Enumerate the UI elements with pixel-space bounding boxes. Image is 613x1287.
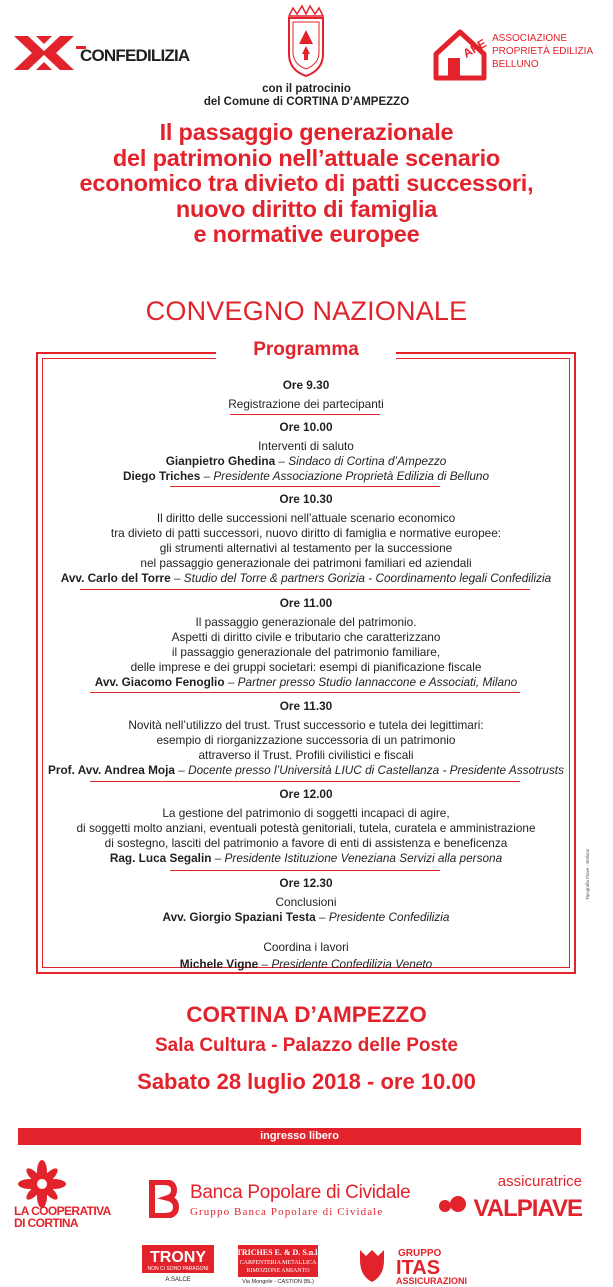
session-12-30: Ore 12.30 Conclusioni Avv. Giorgio Spaziani Testa – Presidente Confedilizia — [162, 876, 450, 924]
main-title: Il passaggio generazionale del patrimonio nell’attuale scenario economico tra divieto di patti successori, nuovo diritto di famiglia e normative europee — [79, 119, 534, 247]
svg-text:ITAS: ITAS — [396, 1257, 441, 1279]
svg-text:TRICHES E. & D. S.n.l.: TRICHES E. & D. S.n.l. — [238, 1248, 318, 1257]
separator — [230, 414, 380, 415]
svg-text:CONFEDILIZIA: CONFEDILIZIA — [80, 46, 190, 65]
svg-text:assicuratrice: assicuratrice — [497, 1173, 582, 1190]
svg-text:GRUPPO: GRUPPO — [398, 1248, 442, 1259]
venue-place: Sala Cultura - Palazzo delle Poste — [154, 1035, 459, 1056]
separator — [90, 781, 520, 782]
svg-text:Via Mongole - CASTION (BL): Via Mongole - CASTION (BL) — [242, 1279, 314, 1285]
banca-popolare-icon — [148, 1180, 184, 1218]
separator — [170, 486, 440, 487]
confedilizia-logo — [14, 28, 194, 78]
cooperativa-cortina-logo — [12, 1160, 132, 1230]
svg-text:VALPIAVE: VALPIAVE — [473, 1195, 582, 1222]
triches-logo — [238, 1245, 318, 1285]
coat-of-arms-icon — [275, 4, 337, 80]
programma-title: Programma — [216, 339, 396, 361]
session-10-30: Ore 10.30 Il diritto delle successioni nell’attuale scenario economico tra divieto di patti successori, nuovo diritto di famiglia e normative europee: gli strumenti alternativi al testamento per la successione nel passaggio generazionale dei patrimoni familiari ed aziendali Avv. Carlo del Torre – Studio del Torre & partners Gorizia - Coordinamento legali Confedilizia — [60, 492, 552, 585]
svg-text:RIMOZIONE AMIANTO: RIMOZIONE AMIANTO — [246, 1268, 310, 1274]
banca-popolare-logo: Banca Popolare di Cividale Gruppo Banca Popolare di Cividale — [190, 1182, 411, 1218]
patrocinio-line2: del Comune di CORTINA D’AMPEZZO — [203, 96, 410, 108]
ingresso-libero-banner: ingresso libero — [18, 1128, 581, 1145]
itas-logo — [350, 1244, 475, 1286]
svg-text:DI CORTINA: DI CORTINA — [14, 1216, 78, 1230]
separator — [80, 589, 530, 590]
svg-text:A.SALCE: A.SALCE — [165, 1277, 191, 1283]
event-subtitle: CONVEGNO NAZIONALE — [145, 296, 468, 326]
svg-text:ASSICURAZIONI: ASSICURAZIONI — [396, 1276, 468, 1286]
ape-logo-icon — [430, 28, 490, 82]
venue-city: CORTINA D’AMPEZZO — [186, 1002, 427, 1027]
patrocinio-line1: con il patrocinio — [262, 83, 351, 95]
svg-text:APE: APE — [460, 36, 489, 61]
session-9-30: Ore 9.30 Registrazione dei partecipanti — [228, 378, 384, 411]
association-name: ASSOCIAZIONE PROPRIETÀ EDILIZIA BELLUNO — [492, 33, 594, 70]
coordinator: Coordina i lavori Michele Vigne – Presidente Confedilizia Veneto — [179, 940, 433, 971]
svg-text:NON CI SONO PARAGONI: NON CI SONO PARAGONI — [147, 1266, 209, 1272]
printer-credit: Tipografia Piave - Belluno — [585, 848, 590, 900]
session-10-00: Ore 10.00 Interventi di saluto Gianpietro Ghedina – Sindaco di Cortina d’Ampezzo Diego Triches – Presidente Associazione Proprietà Edilizia di Belluno — [122, 420, 490, 483]
separator — [90, 692, 520, 693]
valpiave-logo — [436, 1172, 586, 1222]
session-11-30: Ore 11.30 Novità nell’utilizzo del trust. Trust successorio e tutela dei legittimari: esempio di riorganizzazione successoria di un patrimonio attraverso il Trust. Profili civilistici e fiscali Prof. Avv. Andrea Moja – Docente presso l’Università LIUC di Castellanza - Presidente Assotrusts — [48, 699, 564, 777]
separator — [170, 870, 440, 871]
session-12-00: Ore 12.00 La gestione del patrimonio di soggetti incapaci di agire, di soggetti molto anziani, eventuali potestà genitoriali, tutela, curatela e amministrazione di sostegno, lasciti del patrimonio a favore di enti di assistenza e beneficenza Rag. Luca Segalin – Presidente Istituzione Veneziana Servizi alla persona — [76, 787, 536, 865]
session-11-00: Ore 11.00 Il passaggio generazionale del patrimonio. Aspetti di diritto civile e tributario che caratterizzano il passaggio generazionale del patrimonio familiare, delle imprese e dei gruppi societari: esempi di pianificazione fiscale Avv. Giacomo Fenoglio – Partner presso Studio Iannaccone e Associati, Milano — [94, 596, 518, 689]
svg-text:TRONY: TRONY — [150, 1249, 206, 1266]
venue-date: Sabato 28 luglio 2018 - ore 10.00 — [137, 1069, 476, 1094]
svg-text:LA COOPERATIVA: LA COOPERATIVA — [14, 1204, 111, 1218]
trony-logo — [142, 1245, 214, 1283]
svg-text:CARPENTERIA METALLICA: CARPENTERIA METALLICA — [239, 1260, 317, 1266]
